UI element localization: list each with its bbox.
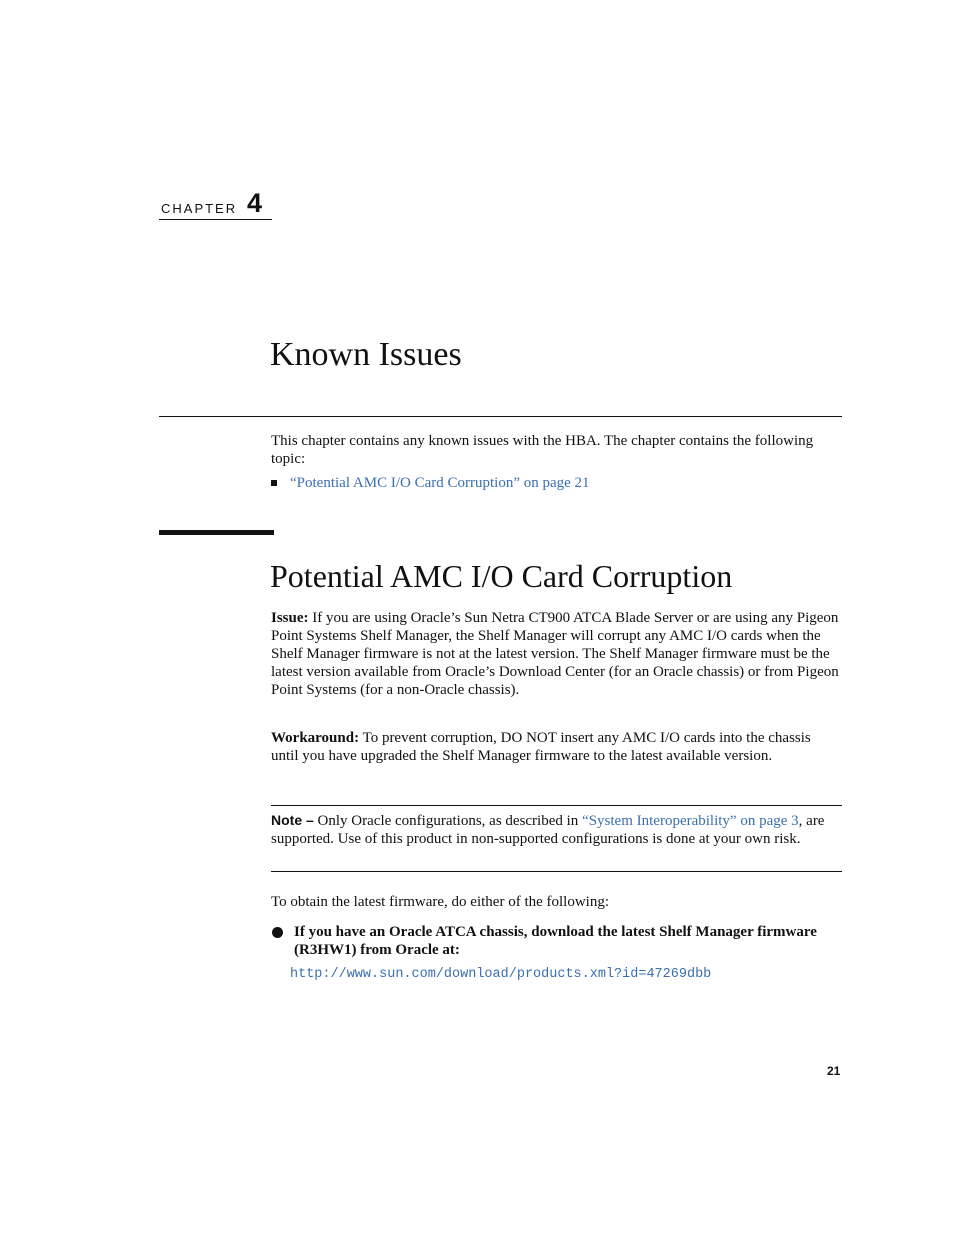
note-text-after: , are supported. Use of this product in non-supported configurations is done at your own risk. — [271, 813, 825, 847]
section-bar — [159, 530, 274, 535]
download-url-link[interactable]: http://www.sun.com/download/products.xml?id=47269dbb — [290, 967, 712, 982]
issue-paragraph — [271, 609, 841, 699]
chapter-label: CHAPTER — [161, 201, 238, 216]
chapter-underline — [159, 219, 272, 220]
note-link-system-interoperability[interactable]: “System Interoperability” on page 3 — [582, 813, 799, 829]
note-text-before: Only Oracle configurations, as described in — [313, 813, 583, 829]
page-number: 21 — [827, 1064, 841, 1078]
note-label: Note – — [271, 812, 314, 828]
intro-paragraph: This chapter contains any known issues with the HBA. The chapter contains the following topic: — [271, 433, 814, 467]
note-top-divider — [271, 805, 842, 806]
note-paragraph — [271, 811, 841, 848]
firmware-intro-paragraph: To obtain the latest firmware, do either of the following: — [271, 894, 610, 910]
issue-label: Issue: — [271, 610, 309, 626]
note-bottom-divider — [271, 871, 842, 872]
round-bullet-icon — [272, 927, 283, 938]
section-title: Potential AMC I/O Card Corruption — [270, 558, 733, 594]
workaround-paragraph — [271, 729, 841, 765]
firmware-step-text: If you have an Oracle ATCA chassis, download the latest Shelf Manager firmware (R3HW1) from Oracle at: — [294, 924, 817, 958]
title-divider — [159, 416, 842, 417]
toc-link-amc-corruption[interactable]: “Potential AMC I/O Card Corruption” on page 21 — [290, 475, 590, 491]
square-bullet-icon — [271, 480, 277, 486]
workaround-text: To prevent corruption, DO NOT insert any AMC I/O cards into the chassis until you have upgraded the Shelf Manager firmware to the latest available version. — [271, 730, 811, 764]
issue-text: If you are using Oracle’s Sun Netra CT900 ATCA Blade Server or are using any Pigeon Point Systems Shelf Manager, the Shelf Manager will corrupt any AMC I/O cards when the Shelf Manager firmware is not at the latest version. The Shelf Manager firmware must be the latest version available from Oracle’s Download Center (for an Oracle chassis) or from Pigeon Point Systems (for a non-Oracle chassis). — [271, 610, 839, 698]
workaround-label: Workaround: — [271, 730, 360, 746]
chapter-title: Known Issues — [270, 336, 462, 373]
chapter-number: 4 — [247, 188, 263, 218]
